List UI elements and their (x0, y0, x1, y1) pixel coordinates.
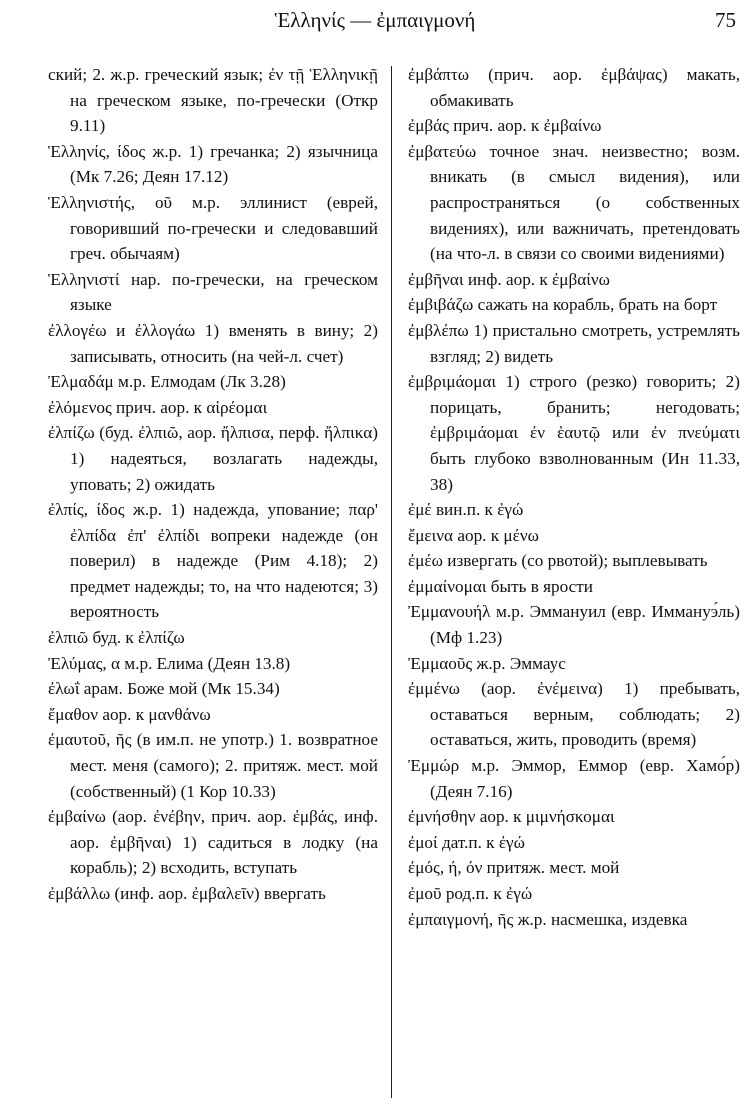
left-column (48, 62, 378, 907)
dictionary-entry: ἐμβάπτω (прич. аор. ἐμβάψας) макать, обмакивать (408, 65, 740, 110)
dictionary-entry: ἔμαθον аор. к μανθάνω (48, 704, 211, 724)
dictionary-entry: ἐμμένω (аор. ἐνέμεινα) 1) пребывать, оставаться верным, соблюдать; 2) оставаться, жить, проводить (время) (408, 679, 740, 750)
dictionary-entry: Ἐμμώρ м.р. Эммор, Еммор (евр. Хамо́р) (Деян 7.16) (408, 756, 740, 801)
dictionary-entry: ἐλλογέω и ἐλλογάω 1) вменять в вину; 2) записывать, относить (на чей-л. счет) (48, 320, 378, 366)
right-column (408, 62, 740, 932)
dictionary-entry: ἐλόμενος прич. аор. к αἱρέομαι (48, 397, 268, 417)
page-header (0, 0, 750, 44)
dictionary-entry: ἐμοῦ род.п. к ἐγώ (408, 884, 533, 903)
dictionary-entry: ἐμαυτοῦ, ῆς (в им.п. не употр.) 1. возвратное мест. меня (самого); 2. притяж. мест. мой (собственный) (1 Кор 10.33) (48, 730, 378, 801)
dictionary-entry: ἐλπίς, ίδος ж.р. 1) надежда, упование; παρ' ἐλπίδα ἐπ' ἐλπίδι вопреки надежде (он поверил) в надежде (Рим 4.18); 2) предмет надежды; то, на что надеются; 3) вероятность (48, 500, 378, 622)
dictionary-entry: ἐλπίζω (буд. ἐλπιῶ, аор. ἤλπισα, перф. ἤλπικα) 1) надеяться, возлагать надежды, уповать; 2) ожидать (48, 423, 378, 494)
dictionary-entry: ἐμβάλλω (инф. аор. ἐμβαλεῖν) ввергать (48, 884, 326, 903)
dictionary-entry: ἐμέ вин.п. к ἐγώ (408, 500, 524, 520)
dictionary-entry: Ἐλύμας, α м.р. Елима (Деян 13.8) (48, 653, 291, 673)
running-head: Ἑλληνίς — ἐμπαιγμονή (274, 8, 476, 32)
dictionary-entry: ἐμβάς прич. аор. к ἐμβαίνω (408, 116, 602, 136)
dictionary-entry: ἐμβριμάομαι 1) строго (резко) говорить; 2) порицать, бранить; негодовать; ἐμβριμάομαι ἐν ἑαυτῷ или ἐν πνεύματι быть глубоко взволнованным (Ин 11.33, 38) (408, 372, 740, 494)
dictionary-entry: ἔμεινα аор. к μένω (408, 525, 539, 545)
dictionary-entry: ἐμπαιγμονή, ῆς ж.р. насмешка, издевка (408, 909, 688, 929)
dictionary-entry: ἐλπιῶ буд. к ἐλπίζω (48, 628, 185, 648)
dictionary-entry: ἐμέω извергать (со рвотой); выплевывать (408, 551, 708, 571)
column-divider (391, 66, 392, 1098)
dictionary-entry: ский; 2. ж.р. греческий язык; ἐν τῇ Ἑλληνικῇ на греческом языке, по-гречески (Откр 9.11) (48, 65, 378, 136)
dictionary-entry: ἐμός, ή, όν притяж. мест. мой (408, 858, 620, 878)
dictionary-entry: Ἐλμαδάμ м.р. Елмодам (Лк 3.28) (48, 372, 286, 392)
dictionary-entry: Ἑλληνιστής, οῦ м.р. эллинист (еврей, говоривший по-гречески и следовавший греч. обычаям) (48, 192, 378, 264)
dictionary-entry: Ἑλληνιστί нар. по-гречески, на греческом языке (48, 269, 378, 315)
dictionary-entry: Ἐμμανουήλ м.р. Эммануил (евр. Иммануэ́ль) (Мф 1.23) (408, 602, 740, 648)
dictionary-entry: ἐμοί дат.п. к ἐγώ (408, 832, 525, 852)
dictionary-entry: Ἐμμαοῦς ж.р. Эммаус (408, 653, 566, 673)
dictionary-entry: ἐμβιβάζω сажать на корабль, брать на борт (408, 295, 718, 315)
page-number: 75 (715, 8, 736, 32)
dictionary-entry: ἐμβαίνω (аор. ἐνέβην, прич. аор. ἐμβάς, инф. аор. ἐμβῆναι) 1) садиться в лодку (на корабль); 2) всходить, вступать (48, 807, 378, 878)
dictionary-entry: ἐμβλέπω 1) пристально смотреть, устремлять взгляд; 2) видеть (408, 320, 740, 366)
dictionary-entry: Ἑλληνίς, ίδος ж.р. 1) гречанка; 2) язычница (Мк 7.26; Деян 17.12) (48, 141, 378, 187)
dictionary-entry: ἐμμαίνομαι быть в ярости (408, 576, 593, 596)
dictionary-entry: ἐμβατεύω точное знач. неизвестно; возм. вникать (в смысл видения), или распространяться (о собственных видениях), или важничать, претендовать (на что-л. в связи со своими видениями) (408, 141, 740, 264)
dictionary-entry: ἐμνήσθην аор. к μιμνήσκομαι (408, 807, 615, 827)
dictionary-entry: ἐλωΐ арам. Боже мой (Мк 15.34) (48, 679, 280, 699)
dictionary-entry: ἐμβῆναι инф. аор. к ἐμβαίνω (408, 269, 610, 289)
